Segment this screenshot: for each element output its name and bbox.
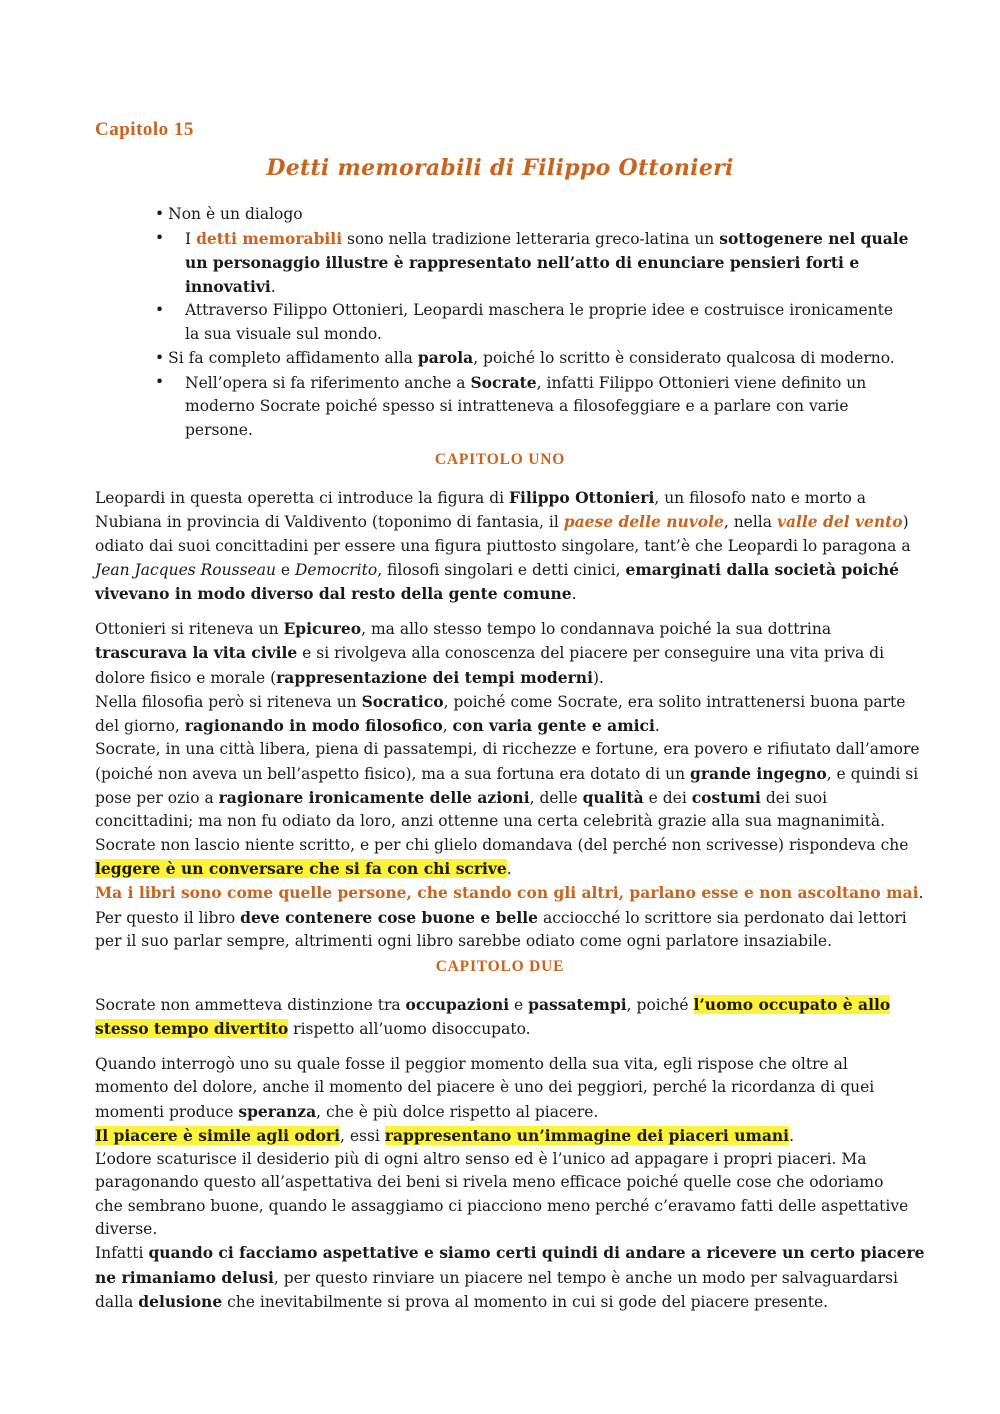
list-item <box>155 346 900 371</box>
text-line: L’odore scaturisce il desiderio più di ogni altro senso ed è l’unico ad appagare i propri piaceri. Ma <box>95 1150 867 1169</box>
text-run: . <box>918 884 924 903</box>
text-line: Socrate non lascio niente scritto, e per chi glielo domandava (del perché non scrivesse) rispondeva che <box>95 835 909 854</box>
text-line <box>95 558 910 582</box>
text-line: paragonando questo all’aspettativa dei beni si rivela meno efficace poiché quelle cose che odoriamo <box>95 1173 884 1192</box>
section-heading: CAPITOLO UNO <box>434 451 566 468</box>
text-run: ) <box>902 513 909 532</box>
text-line <box>95 786 910 810</box>
text-line <box>95 993 910 1017</box>
text-run: Socrate <box>470 372 537 392</box>
text-line: diverse. <box>95 1220 158 1239</box>
text-run: speranza <box>238 1101 317 1121</box>
text-run: Per questo il libro <box>95 908 241 927</box>
section-heading: CAPITOLO DUE <box>435 958 565 975</box>
text-run: , essi <box>339 1126 385 1145</box>
text-line <box>95 1241 925 1265</box>
highlighted-text: l’uomo occupato è allo <box>693 995 891 1014</box>
text-run: , un filosofo nato e morto a <box>654 489 866 507</box>
text-run: , <box>442 717 453 736</box>
text-run: , che è più dolce rispetto al piacere. <box>316 1102 599 1121</box>
text-run: ). <box>592 668 604 687</box>
text-line: un personaggio illustre è rappresentato nell’atto di enunciare pensieri forti e <box>185 253 860 272</box>
text-run: . <box>571 585 577 604</box>
text-line <box>95 510 910 534</box>
text-line <box>95 906 910 930</box>
text-run: innovativi <box>185 276 271 296</box>
text-run: costumi <box>691 788 761 808</box>
paragraph <box>95 486 910 606</box>
text-run: con varia gente e amici <box>452 716 655 736</box>
text-run: Non è un dialogo <box>168 205 303 223</box>
text-run: ragionando in modo filosofico <box>184 716 443 736</box>
text-line <box>95 617 910 641</box>
text-run: Leopardi in questa operetta ci introduce la figura di <box>95 489 510 507</box>
text-run: e si rivolgeva alla conoscenza del piacere per conseguire una vita priva di <box>297 644 885 663</box>
text-run: (poiché non aveva un bell’aspetto fisico), ma a sua fortuna era dotato di un <box>95 764 690 783</box>
text-line <box>95 690 910 714</box>
text-run: e <box>509 996 529 1014</box>
bullet-icon: • <box>155 372 165 391</box>
text-run: , infatti Filippo Ottonieri viene definito un <box>536 373 867 392</box>
text-line <box>95 762 919 786</box>
text-run: . <box>506 859 512 878</box>
list-item <box>155 203 900 227</box>
text-line <box>95 666 910 690</box>
text-run: I <box>185 229 197 248</box>
document-title: Detti memorabili di Filippo Ottonieri <box>266 155 734 181</box>
bullet-icon: • <box>155 301 165 319</box>
text-line: momento del dolore, anche il momento del piacere è uno dei peggiori, perché la ricordanza di quei <box>95 1078 875 1097</box>
text-run: che inevitabilmente si prova al momento in cui si gode del piacere presente. <box>222 1292 829 1311</box>
text-line <box>185 275 900 300</box>
text-run: Nell’opera si fa riferimento anche a <box>185 373 471 392</box>
text-run: Socratico <box>361 691 444 711</box>
text-run: . <box>654 717 660 736</box>
text-run: Epicureo <box>283 619 362 638</box>
text-line <box>95 486 910 510</box>
text-line <box>95 1124 910 1148</box>
text-run: . <box>789 1126 795 1145</box>
text-run: Infatti <box>95 1244 149 1263</box>
text-run: , poiché come Socrate, era solito intrattenersi buona parte <box>443 692 906 711</box>
text-run: del giorno, <box>95 717 185 736</box>
text-line: persone. <box>185 420 253 439</box>
text-line: la sua visuale sul mondo. <box>185 324 382 343</box>
text-run: , filosofi singolari e detti cinici, <box>377 560 626 579</box>
list-item <box>155 371 900 443</box>
text-run: valle del vento <box>776 512 903 532</box>
list-item <box>155 299 900 346</box>
highlighted-text: leggere è un conversare che si fa con chi scrive <box>95 858 507 878</box>
text-run: passatempi <box>528 995 627 1014</box>
text-line <box>95 1290 910 1314</box>
text-run: Si fa completo affidamento alla <box>168 349 418 367</box>
text-run: , poiché lo scritto è considerato qualcosa di moderno. <box>473 349 895 367</box>
text-line: concittadini; ma non fu odiato da loro, anzi ottenne una certa celebrità grazie alla sua magnanimità. <box>95 812 886 831</box>
text-line <box>95 1100 910 1124</box>
text-run: sottogenere nel quale <box>719 228 909 248</box>
text-run: detti memorabili <box>196 228 343 248</box>
text-line: Socrate, in una città libera, piena di passatempi, di ricchezze e fortune, era povero e rifiutato dall’amore <box>95 740 920 759</box>
bullet-icon: • <box>155 205 165 223</box>
text-run: pose per ozio a <box>95 789 219 808</box>
text-run: grande ingegno <box>689 763 827 783</box>
text-run: e dei <box>643 789 692 808</box>
text-line <box>95 641 910 665</box>
text-run: acciocché lo scrittore sia perdonato dai lettori <box>538 908 907 927</box>
paragraph <box>95 1053 925 1314</box>
text-line: moderno Socrate poiché spesso si intratteneva a filosofeggiare e a parlare con varie <box>185 397 849 415</box>
highlighted-text: stesso tempo divertito <box>95 1019 289 1039</box>
chapter-label: Capitolo 15 <box>95 119 194 140</box>
text-run: dolore fisico e morale ( <box>95 668 277 687</box>
text-run: , poiché <box>626 996 694 1014</box>
text-run: Socrate non ammetteva distinzione tra <box>95 996 406 1014</box>
paragraph <box>95 617 924 953</box>
text-run: Filippo Ottonieri <box>509 488 655 507</box>
text-run: Ottonieri si riteneva un <box>95 620 284 638</box>
text-run: Ma i libri sono come quelle persone, che stando con gli altri, parlano esse e non ascoltano mai <box>95 883 919 903</box>
text-run: Nella filosofia però si riteneva un <box>95 692 362 711</box>
text-line <box>95 714 910 738</box>
text-run: emarginati dalla società poiché <box>625 559 900 579</box>
text-run: qualità <box>582 788 644 808</box>
text-run: paese delle nuvole <box>563 512 724 532</box>
intro-bullet-list <box>155 203 909 442</box>
text-line <box>95 1266 910 1290</box>
paragraph <box>95 993 910 1042</box>
text-line: odiato dai suoi concittadini per essere una figura piuttosto singolare, tant’è che Leopardi lo paragona a <box>95 536 911 555</box>
text-line <box>95 881 924 905</box>
text-run: parola <box>417 348 474 367</box>
text-run: momenti produce <box>95 1102 239 1121</box>
text-run: ragionare ironicamente delle azioni <box>218 788 530 808</box>
text-run: , per questo rinviare un piacere nel tempo è anche un modo per salvaguardarsi <box>273 1268 898 1287</box>
text-run: vivevano in modo diverso dal resto della gente comune <box>95 584 572 604</box>
highlighted-text: rappresentano un’immagine dei piaceri umani <box>384 1125 790 1145</box>
text-run: , ma allo stesso tempo lo condannava poiché la sua dottrina <box>361 620 832 638</box>
text-line <box>185 227 909 252</box>
text-run: , nella <box>723 513 777 532</box>
bullet-icon: • <box>155 349 165 367</box>
text-line <box>95 582 910 606</box>
text-run: e <box>275 560 295 579</box>
text-line: Attraverso Filippo Ottonieri, Leopardi maschera le proprie idee e costruisce ironicamente <box>185 301 894 319</box>
text-line: per il suo parlar sempre, altrimenti ogni libro sarebbe odiato come ogni parlatore insaziabile. <box>95 931 833 950</box>
text-run: delusione <box>138 1291 223 1311</box>
text-line: che sembrano buone, quando le assaggiamo ci piacciono meno perché c’eravamo fatti delle aspettative <box>95 1196 909 1215</box>
text-run: rispetto all’uomo disoccupato. <box>288 1020 531 1039</box>
text-run: dalla <box>95 1292 139 1311</box>
text-line <box>95 857 910 881</box>
text-run: deve contenere cose buone e belle <box>240 907 539 927</box>
text-run: rappresentazione dei tempi moderni <box>276 667 593 687</box>
text-run: dei suoi <box>760 789 828 808</box>
text-line <box>185 371 900 396</box>
text-run: Nubiana in provincia di Valdivento (toponimo di fantasia, il <box>95 513 564 532</box>
text-run: , delle <box>529 789 583 808</box>
bullet-icon: • <box>155 228 165 247</box>
list-item <box>155 227 909 300</box>
text-line: Quando interrogò uno su quale fosse il peggior momento della sua vita, egli rispose che oltre al <box>95 1055 848 1073</box>
text-run: quando ci facciamo aspettative e siamo certi quindi di andare a ricevere un certo piacere <box>148 1243 925 1263</box>
text-run: ne rimaniamo delusi <box>95 1267 274 1287</box>
text-run: occupazioni <box>405 995 510 1014</box>
text-run: , e quindi si <box>826 764 919 783</box>
text-run: Democrito <box>294 560 378 579</box>
text-run: . <box>270 277 276 296</box>
text-line <box>95 1017 910 1041</box>
text-run: Jean Jacques Rousseau <box>95 560 276 579</box>
highlighted-text: Il piacere è simile agli odori <box>95 1125 340 1145</box>
text-run: sono nella tradizione letteraria greco-latina un <box>342 229 720 248</box>
text-run: trascurava la vita civile <box>95 643 298 663</box>
